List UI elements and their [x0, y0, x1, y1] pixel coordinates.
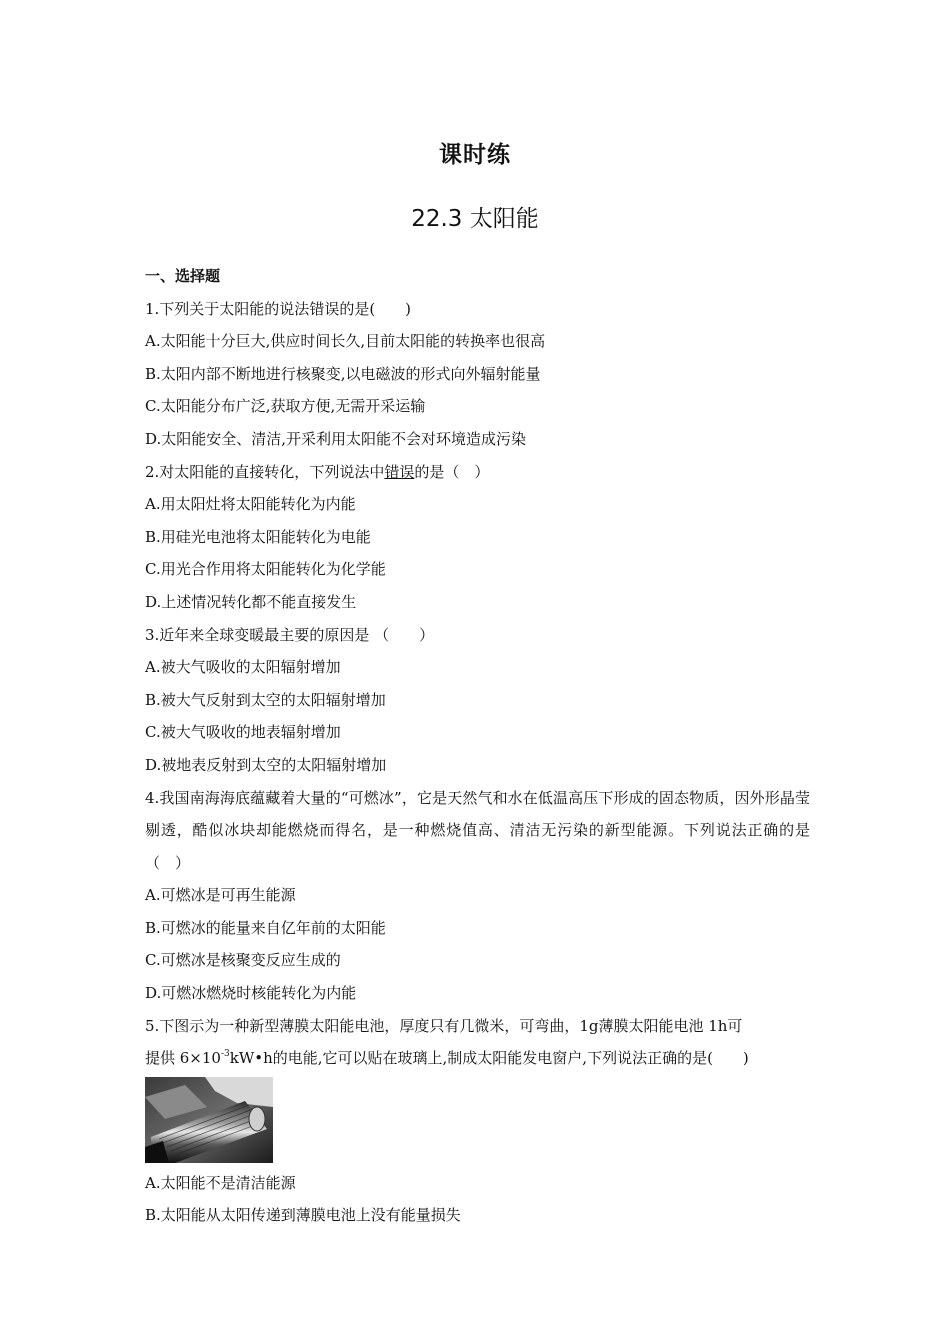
question-2-stem [145, 456, 810, 489]
question-1-option-d: D.太阳能安全、清洁,开采利用太阳能不会对环境造成污染 [145, 429, 527, 448]
question-4-option-d: D.可燃冰燃烧时核能转化为内能 [145, 984, 357, 1003]
question-1-option-a: A.太阳能十分巨大,供应时间长久,目前太阳能的转换率也很高 [145, 332, 546, 351]
question-2-stem-start: 2.对太阳能的直接转化，下列说法中 [145, 462, 385, 481]
question-4-option-a: A.可燃冰是可再生能源 [145, 886, 296, 905]
question-3-stem: 3.近年来全球变暖最主要的原因是 （ ） [145, 625, 435, 644]
question-2-stem-underlined: 错误 [384, 462, 415, 481]
question-5-stem-line-2 [145, 1042, 810, 1075]
question-1-option-c: C.太阳能分布广泛,获取方便,无需开采运输 [145, 397, 426, 416]
question-2-option-a: A.用太阳灶将太阳能转化为内能 [145, 495, 356, 514]
question-4-option-b: B.可燃冰的能量来自亿年前的太阳能 [145, 918, 386, 937]
thin-film-solar-cell-photo [145, 1077, 273, 1163]
question-3-option-d: D.被地表反射到太空的太阳辐射增加 [145, 755, 387, 774]
question-5-stem-line-1: 5.下图示为一种新型薄膜太阳能电池，厚度只有几微米，可弯曲，1g薄膜太阳能电池 1h可 [145, 1016, 743, 1035]
question-5-option-b: B.太阳能从太阳传递到薄膜电池上没有能量损失 [145, 1206, 461, 1225]
question-2-stem-end: 的是（ ） [414, 462, 490, 481]
question-5-option-a: A.太阳能不是清洁能源 [145, 1173, 296, 1192]
question-1-option-b: B.太阳内部不断地进行核聚变,以电磁波的形式向外辐射能量 [145, 364, 541, 383]
question-list [145, 260, 810, 1232]
question-3-option-c: C.被大气吸收的地表辐射增加 [145, 723, 341, 742]
question-5-stem-line-2-end: kW•h的电能,它可以贴在玻璃上,制成太阳能发电窗户,下列说法正确的是( ) [229, 1049, 749, 1068]
question-4-option-c: C.可燃冰是核聚变反应生成的 [145, 951, 341, 970]
question-4-stem: 4.我国南海海底蕴藏着大量的“可燃冰”，它是天然气和水在低温高压下形成的固态物质，因外形晶莹剔透，酷似冰块却能燃烧而得名，是一种燃烧值高、清洁无污染的新型能源。下列说法正确的是（ ） [145, 788, 810, 872]
figure-container [145, 1077, 810, 1165]
lesson-title: 22.3 太阳能 [411, 206, 539, 232]
question-2-option-b: B.用硅光电池将太阳能转化为电能 [145, 527, 371, 546]
question-2-option-d: D.上述情况转化都不能直接发生 [145, 592, 357, 611]
question-5-stem-line-2-start: 提供 6×10 [145, 1049, 221, 1068]
section-heading: 一、选择题 [145, 267, 221, 285]
question-3-option-a: A.被大气吸收的太阳辐射增加 [145, 658, 341, 677]
question-2-option-c: C.用光合作用将太阳能转化为化学能 [145, 560, 386, 579]
exponent: -3 [220, 1049, 230, 1060]
question-1-stem: 1.下列关于太阳能的说法错误的是( ) [145, 299, 412, 318]
page-title: 课时练 [439, 142, 511, 168]
question-3-option-b: B.被大气反射到太空的太阳辐射增加 [145, 690, 386, 709]
